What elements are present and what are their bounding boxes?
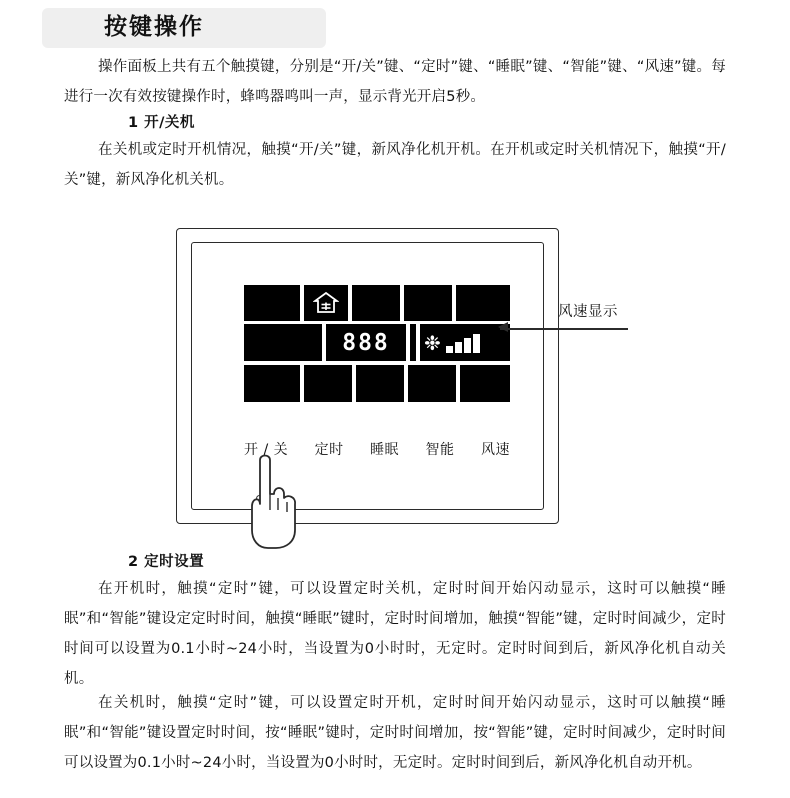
timer-button[interactable]: 定时 <box>314 442 344 458</box>
intro-paragraph: 操作面板上共有五个触摸键，分别是“开/关”键、“定时”键、“睡眠”键、“智能”键、“风速”键。每进行一次有效按键操作时，蜂鸣器鸣叫一声，显示背光开启5秒。 <box>64 59 726 105</box>
power-button[interactable]: 开 / 关 <box>244 442 289 458</box>
fan-speed-indicator <box>420 324 510 361</box>
section-1-heading: 1 开/关机 <box>128 115 195 131</box>
section-1-paragraph: 在关机或定时开机情况，触摸“开/关”键，新风净化机开机。在开机或定时关机情况下，触摸“开/关”键，新风净化机关机。 <box>64 142 726 188</box>
lcd-display <box>244 281 510 404</box>
lcd-segment <box>460 365 510 402</box>
lcd-segment <box>410 324 416 361</box>
lcd-segment <box>456 285 510 321</box>
sleep-button[interactable]: 睡眠 <box>370 442 400 458</box>
timer-digits: 888 <box>326 324 406 361</box>
callout-leader-line <box>500 328 628 330</box>
lcd-segment <box>352 285 400 321</box>
lcd-segment <box>244 365 300 402</box>
section-2-paragraph-b: 在关机时，触摸“定时”键，可以设置定时开机，定时时间开始闪动显示，这时可以触摸“睡眠”和“智能”键设置定时时间，按“睡眠”键时，定时时间增加，按“智能”键，定时时间减少，定时时间可以设置为0.1小时~24小时，当设置为0小时时，无定时。定时时间到后，新风净化机自动开机。 <box>64 695 726 771</box>
pointing-hand-illustration <box>240 450 310 550</box>
control-panel-illustration <box>176 228 559 524</box>
fan-icon: ❉ <box>424 330 441 355</box>
lcd-segment <box>356 365 404 402</box>
section-2-heading: 2 定时设置 <box>128 554 205 570</box>
section-2-paragraph-a: 在开机时，触摸“定时”键，可以设置定时关机，定时时间开始闪动显示，这时可以触摸“睡眠”和“智能”键设定定时时间，触摸“睡眠”键时，定时时间增加，触摸“智能”键，定时时间减少，定时时间可以设置为0.1小时~24小时，当设置为0小时时，无定时。定时时间到后，新风净化机自动关机。 <box>64 581 726 687</box>
fan-speed-bars <box>446 333 482 353</box>
smart-button[interactable]: 智能 <box>425 442 455 458</box>
page-title: 按键操作 <box>104 14 204 40</box>
fan-speed-button[interactable]: 风速 <box>481 442 510 458</box>
lcd-segment <box>244 285 300 321</box>
lcd-segment <box>304 365 352 402</box>
callout-arrow-icon <box>498 322 508 332</box>
callout-label: 风速显示 <box>558 304 618 320</box>
lcd-segment <box>244 324 322 361</box>
lcd-segment <box>408 365 456 402</box>
house-filter-icon <box>304 285 348 321</box>
lcd-segment <box>404 285 452 321</box>
